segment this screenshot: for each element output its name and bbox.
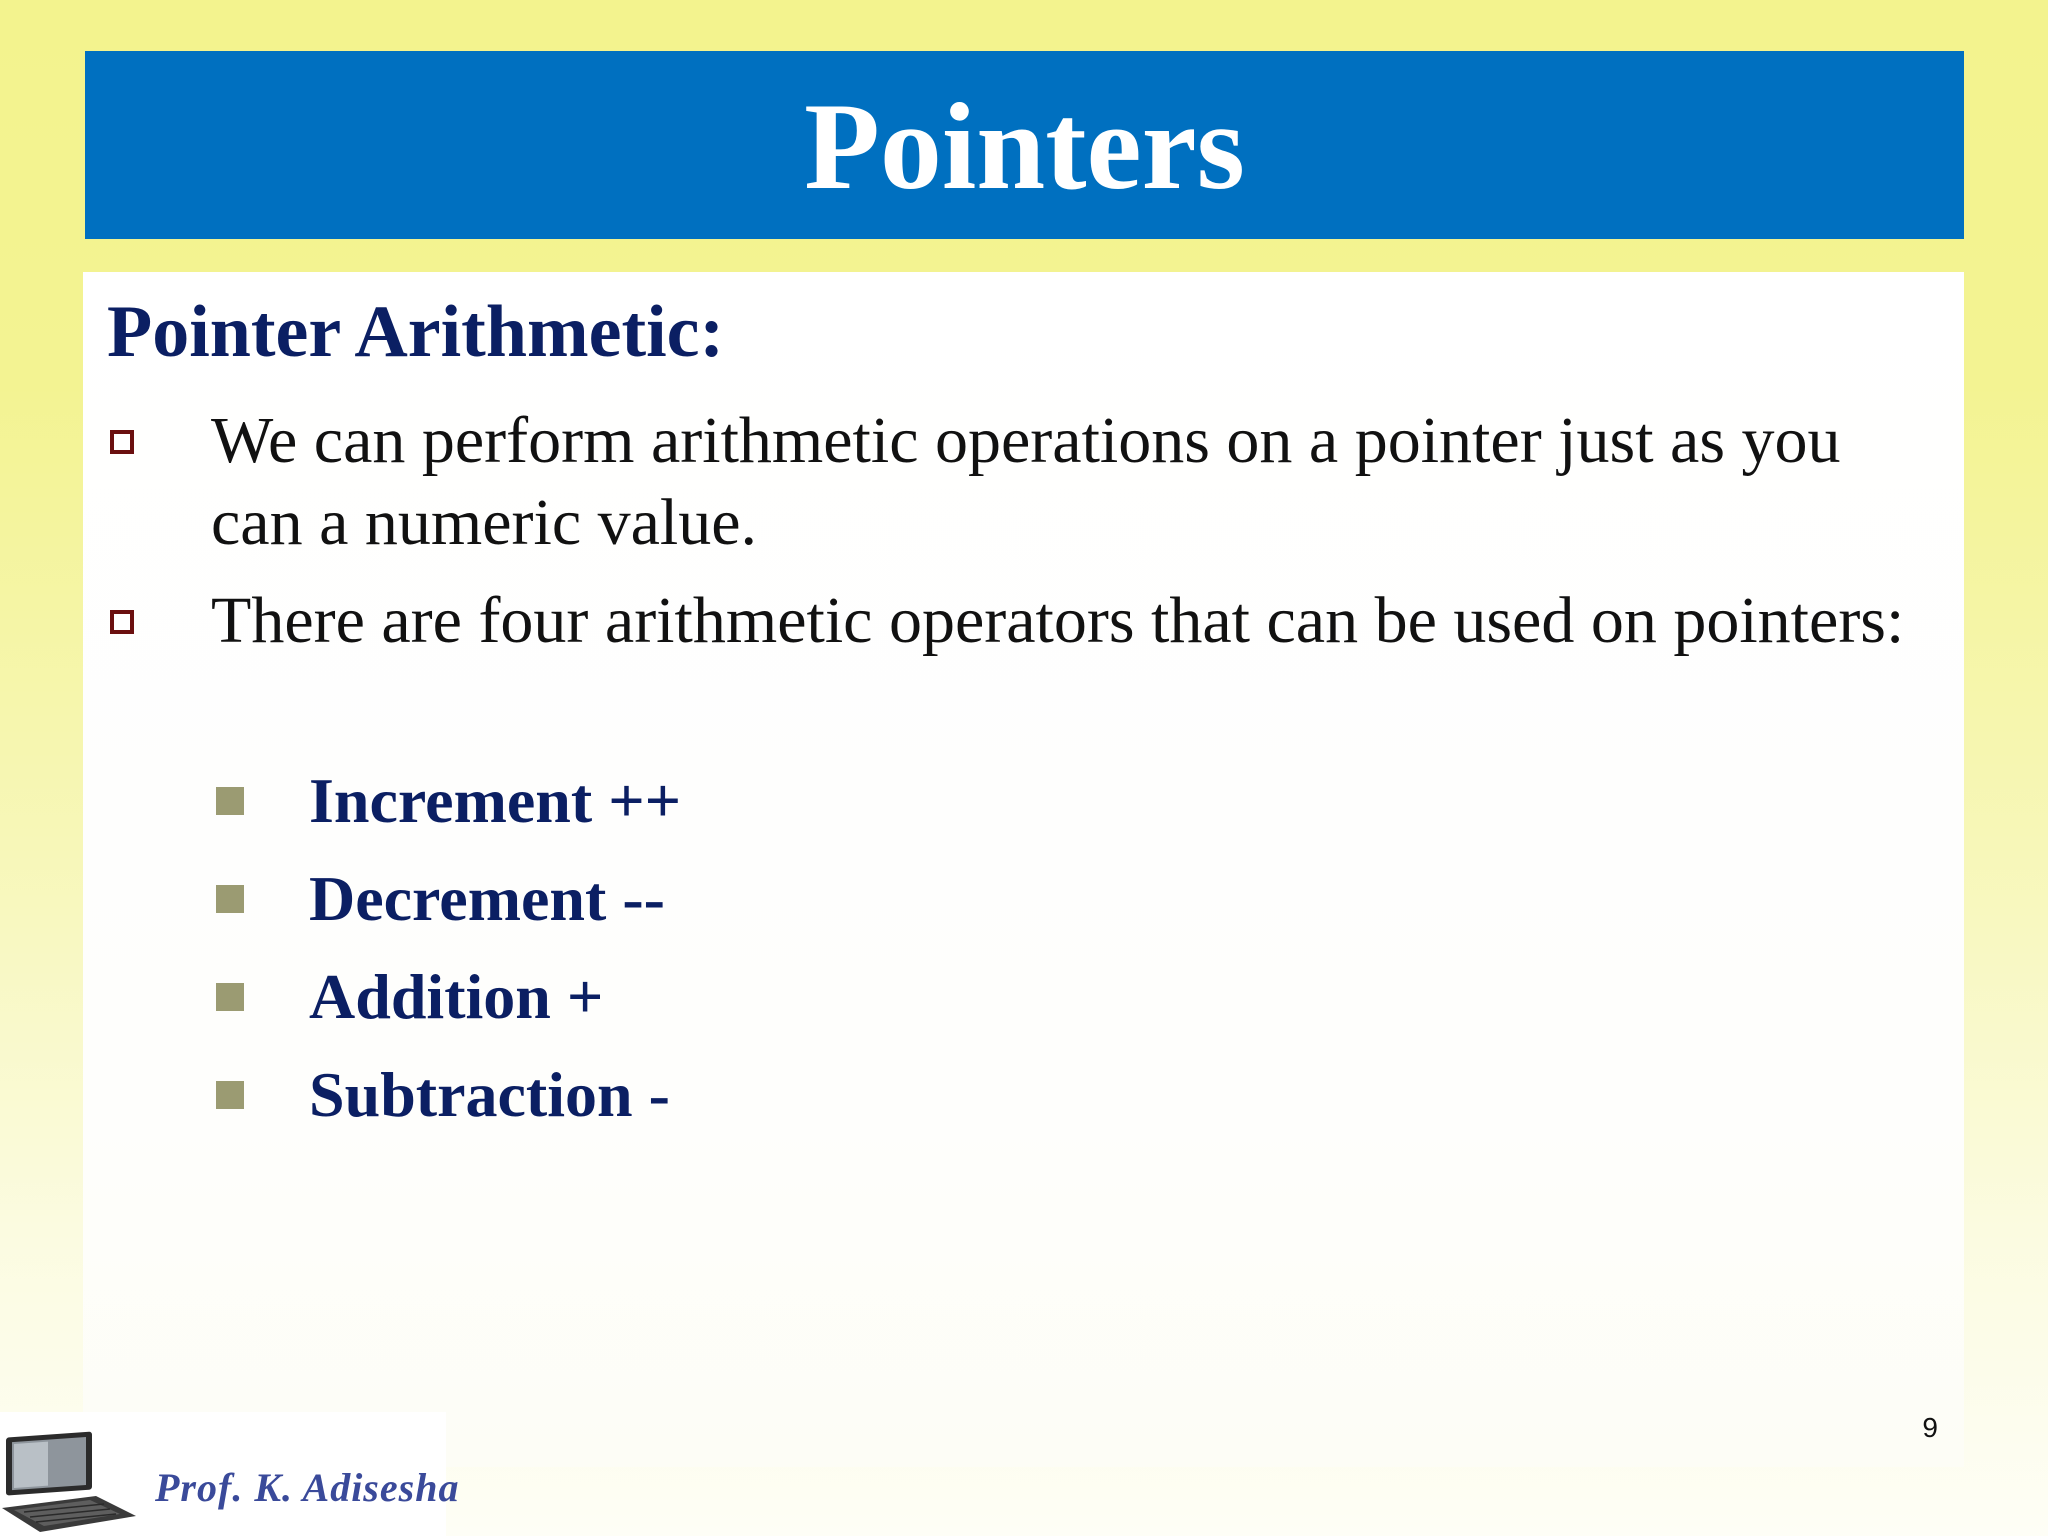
filled-square-bullet-icon bbox=[216, 1081, 244, 1109]
operator-item: Subtraction - bbox=[309, 1059, 670, 1130]
author-signature: Prof. K. Adisesha bbox=[155, 1465, 460, 1510]
title-banner bbox=[85, 51, 1964, 239]
operator-item: Decrement -- bbox=[309, 863, 665, 934]
operator-item: Increment ++ bbox=[309, 765, 682, 836]
filled-square-bullet-icon bbox=[216, 983, 244, 1011]
filled-square-bullet-icon bbox=[216, 885, 244, 913]
laptop-icon bbox=[0, 1420, 140, 1536]
section-heading: Pointer Arithmetic: bbox=[107, 291, 725, 373]
hollow-square-bullet-icon bbox=[110, 610, 134, 634]
slide-title: Pointers bbox=[804, 78, 1245, 215]
filled-square-bullet-icon bbox=[216, 787, 244, 815]
hollow-square-bullet-icon bbox=[110, 430, 134, 454]
bullet-text: We can perform arithmetic operations on a pointer just as you can a numeric value. bbox=[211, 404, 1841, 559]
page-number: 9 bbox=[1922, 1412, 1938, 1443]
bullet-text: There are four arithmetic operators that can be used on pointers: bbox=[211, 584, 1905, 657]
operator-item: Addition + bbox=[309, 961, 604, 1032]
